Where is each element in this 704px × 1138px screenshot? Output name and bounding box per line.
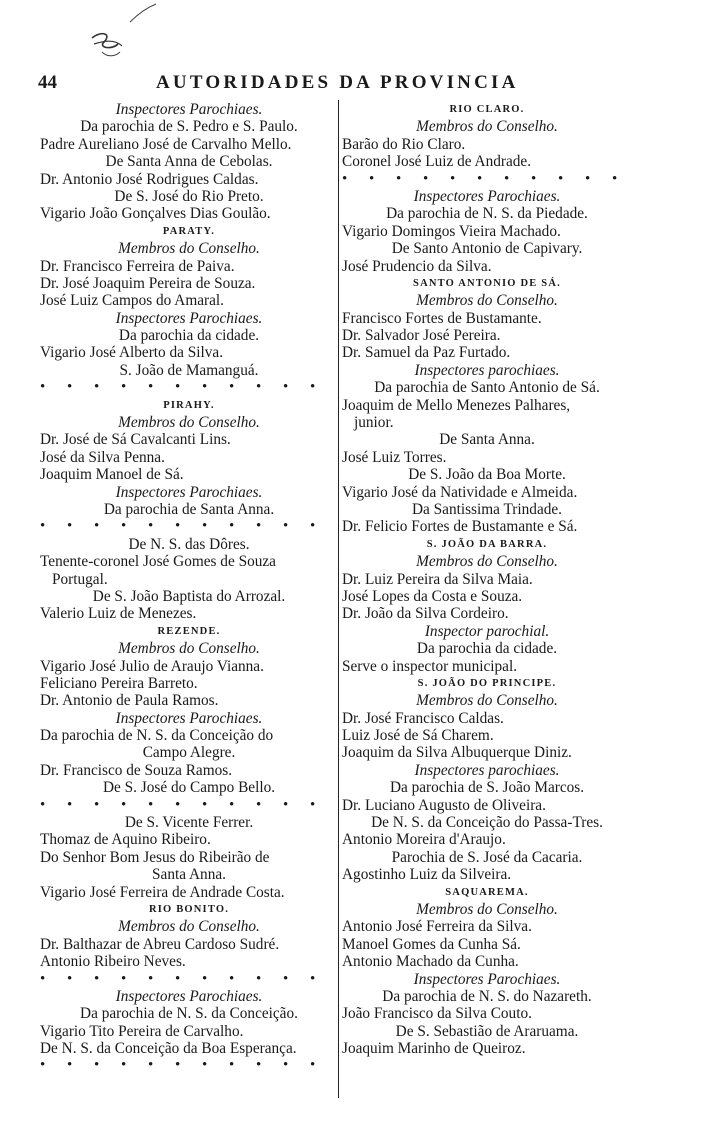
text-line: Dr. José Francisco Caldas. <box>342 709 504 727</box>
text-line: Dr. Samuel da Paz Furtado. <box>342 344 511 362</box>
text-line: Luiz José de Sá Charem. <box>342 727 494 745</box>
text-line: De N. S. da Conceição da Boa Esperança. <box>40 1040 297 1058</box>
text-line: De Santo Antonio de Capivary. <box>391 240 583 258</box>
subheading: Membros do Conselho. <box>118 640 260 658</box>
text-line: De S. José do Campo Bello. <box>102 779 276 797</box>
dot-leader: • • • • • • • • • • • <box>40 1057 325 1074</box>
section-heading: PIRAHY. <box>163 399 215 411</box>
text-line: Santa Anna. <box>152 866 226 884</box>
text-line: Joaquim de Mello Menezes Palhares, <box>342 396 571 414</box>
left-column <box>40 101 338 1075</box>
text-line: Joaquim da Silva Albuquerque Diniz. <box>342 744 572 762</box>
column-divider <box>338 100 339 1098</box>
dot-leader: • • • • • • • • • • • <box>40 796 325 813</box>
text-line: Da parochia de N. S. da Piedade. <box>386 205 588 223</box>
text-line: Antonio Ribeiro Neves. <box>40 953 186 971</box>
section-heading: SAQUAREMA. <box>445 886 529 898</box>
subheading: Inspectores Parochiaes. <box>115 987 263 1005</box>
text-line: Da parochia de N. S. do Nazareth. <box>382 987 592 1005</box>
section-heading: REZENDE. <box>157 625 221 637</box>
text-line: Dr. Antonio José Rodrigues Caldas. <box>40 170 259 188</box>
subheading: Membros do Conselho. <box>416 292 558 310</box>
text-line: Campo Alegre. <box>142 744 236 762</box>
text-line: Serve o inspector municipal. <box>342 657 518 675</box>
text-line: Da parochia da cidade. <box>416 640 558 658</box>
subheading: Membros do Conselho. <box>118 240 260 258</box>
dot-leader: • • • • • • • • • • • <box>342 170 627 187</box>
text-line: De S. José do Rio Preto. <box>114 187 264 205</box>
text-line: Dr. Francisco de Souza Ramos. <box>40 761 233 779</box>
subheading: Inspectores parochiaes. <box>414 361 560 379</box>
text-line: Parochia de S. José da Cacaria. <box>391 848 583 866</box>
section-heading: S. JOÃO DA BARRA. <box>426 538 548 550</box>
dot-leader: • • • • • • • • • • • <box>40 379 325 396</box>
text-line: Antonio Moreira d'Araujo. <box>342 831 506 849</box>
text-line: De N. S. das Dôres. <box>128 535 250 553</box>
subheading: Membros do Conselho. <box>118 414 260 432</box>
text-line: Portugal. <box>52 570 108 588</box>
subheading: Membros do Conselho. <box>416 118 558 136</box>
text-line: Valerio Luiz de Menezes. <box>40 605 197 623</box>
text-line: junior. <box>354 414 394 432</box>
text-line: Da parochia de N. S. da Conceição. <box>80 1005 298 1023</box>
text-line: Da parochia de S. João Marcos. <box>389 779 585 797</box>
text-line: Da parochia de Santo Antonio de Sá. <box>374 379 600 397</box>
text-line: Agostinho Luiz da Silveira. <box>342 866 512 884</box>
text-line: Padre Aureliano José de Carvalho Mello. <box>40 135 292 153</box>
text-line: Do Senhor Bom Jesus do Ribeirão de <box>40 848 270 866</box>
text-line: Antonio José Ferreira da Silva. <box>342 918 532 936</box>
section-heading: SANTO ANTONIO DE SÁ. <box>413 277 561 289</box>
text-line: De S. Vicente Ferrer. <box>124 814 254 832</box>
text-line: Dr. Antonio de Paula Ramos. <box>40 692 219 710</box>
subheading: Membros do Conselho. <box>416 553 558 571</box>
text-line: Vigario José Alberto da Silva. <box>40 344 224 362</box>
text-line: Joaquim Manoel de Sá. <box>40 466 184 484</box>
text-line: Antonio Machado da Cunha. <box>342 953 519 971</box>
subheading: Membros do Conselho. <box>416 692 558 710</box>
text-line: Da parochia de N. S. da Conceição do <box>40 727 274 745</box>
text-line: De S. João Baptista do Arrozal. <box>92 587 286 605</box>
page-header <box>38 72 658 98</box>
subheading: Membros do Conselho. <box>416 900 558 918</box>
subheading: Inspectores Parochiaes. <box>413 970 561 988</box>
text-line: Tenente-coronel José Gomes de Souza <box>40 553 276 571</box>
text-line: Dr. José Joaquim Pereira de Souza. <box>40 274 256 292</box>
text-line: Da Santissima Trindade. <box>412 500 562 518</box>
text-line: Francisco Fortes de Bustamante. <box>342 309 542 327</box>
text-line: Vigario José Julio de Araujo Vianna. <box>40 657 264 675</box>
dot-leader: • • • • • • • • • • • <box>40 518 325 535</box>
section-heading: PARATY. <box>162 225 216 237</box>
text-line: Dr. João da Silva Cordeiro. <box>342 605 509 623</box>
text-line: José da Silva Penna. <box>40 448 165 466</box>
text-line: José Luiz Torres. <box>342 448 447 466</box>
text-line: Da parochia de Santa Anna. <box>103 500 275 518</box>
text-line: Dr. Salvador José Pereira. <box>342 327 501 345</box>
text-line: Vigario Domingos Vieira Machado. <box>342 222 561 240</box>
text-line: Da parochia de S. Pedro e S. Paulo. <box>80 118 298 136</box>
dot-leader: • • • • • • • • • • • <box>40 970 325 987</box>
text-line: José Lopes da Costa e Souza. <box>342 587 523 605</box>
text-line: Dr. Felicio Fortes de Bustamante e Sá. <box>342 518 578 536</box>
text-line: José Luiz Campos do Amaral. <box>40 292 224 310</box>
subheading: Membros do Conselho. <box>118 918 260 936</box>
text-line: Coronel José Luiz de Andrade. <box>342 153 532 171</box>
text-line: Dr. Francisco Ferreira de Paiva. <box>40 257 235 275</box>
text-line: Da parochia da cidade. <box>118 327 260 345</box>
text-line: Joaquim Marinho de Queiroz. <box>342 1040 526 1058</box>
subheading: Inspectores Parochiaes. <box>115 709 263 727</box>
subheading: Inspectores parochiaes. <box>414 761 560 779</box>
text-line: Dr. Balthazar de Abreu Cardoso Sudré. <box>40 935 280 953</box>
right-column <box>342 101 632 1057</box>
page-title: AUTORIDADES DA PROVINCIA <box>156 72 519 93</box>
text-line: Feliciano Pereira Barreto. <box>40 674 198 692</box>
section-heading: RIO BONITO. <box>148 903 230 915</box>
page-number: 44 <box>38 72 57 93</box>
text-line: De N. S. da Conceição do Passa-Tres. <box>371 814 603 832</box>
subheading: Inspectores Parochiaes. <box>413 187 561 205</box>
text-line: De S. João da Boa Morte. <box>408 466 566 484</box>
subheading: Inspectores Parochiaes. <box>115 483 263 501</box>
text-line: Vigario José Ferreira de Andrade Costa. <box>40 883 285 901</box>
text-line: Vigario João Gonçalves Dias Goulão. <box>40 205 271 223</box>
text-line: De Santa Anna de Cebolas. <box>105 153 273 171</box>
text-line: S. João de Mamanguá. <box>119 361 259 379</box>
text-line: Vigario José da Natividade e Almeida. <box>342 483 578 501</box>
section-heading: RIO CLARO. <box>449 104 525 115</box>
handwritten-mark <box>82 0 162 70</box>
text-line: Dr. Luiz Pereira da Silva Maia. <box>342 570 533 588</box>
text-line: De Santa Anna. <box>439 431 535 449</box>
text-line: Barão do Rio Claro. <box>342 135 466 153</box>
subheading: Inspectores Parochiaes. <box>115 101 263 118</box>
subheading: Inspectores Parochiaes. <box>115 309 263 327</box>
text-line: Dr. Luciano Augusto de Oliveira. <box>342 796 546 814</box>
text-line: Vigario Tito Pereira de Carvalho. <box>40 1022 244 1040</box>
text-line: José Prudencio da Silva. <box>342 257 492 275</box>
text-line: De S. Sebastião de Araruama. <box>395 1022 579 1040</box>
text-line: Thomaz de Aquino Ribeiro. <box>40 831 211 849</box>
text-line: Dr. José de Sá Cavalcanti Lins. <box>40 431 231 449</box>
subheading: Inspector parochial. <box>424 622 550 640</box>
text-line: João Francisco da Silva Couto. <box>342 1005 532 1023</box>
section-heading: S. JOÃO DO PRINCIPE. <box>417 677 557 689</box>
text-line: Manoel Gomes da Cunha Sá. <box>342 935 521 953</box>
